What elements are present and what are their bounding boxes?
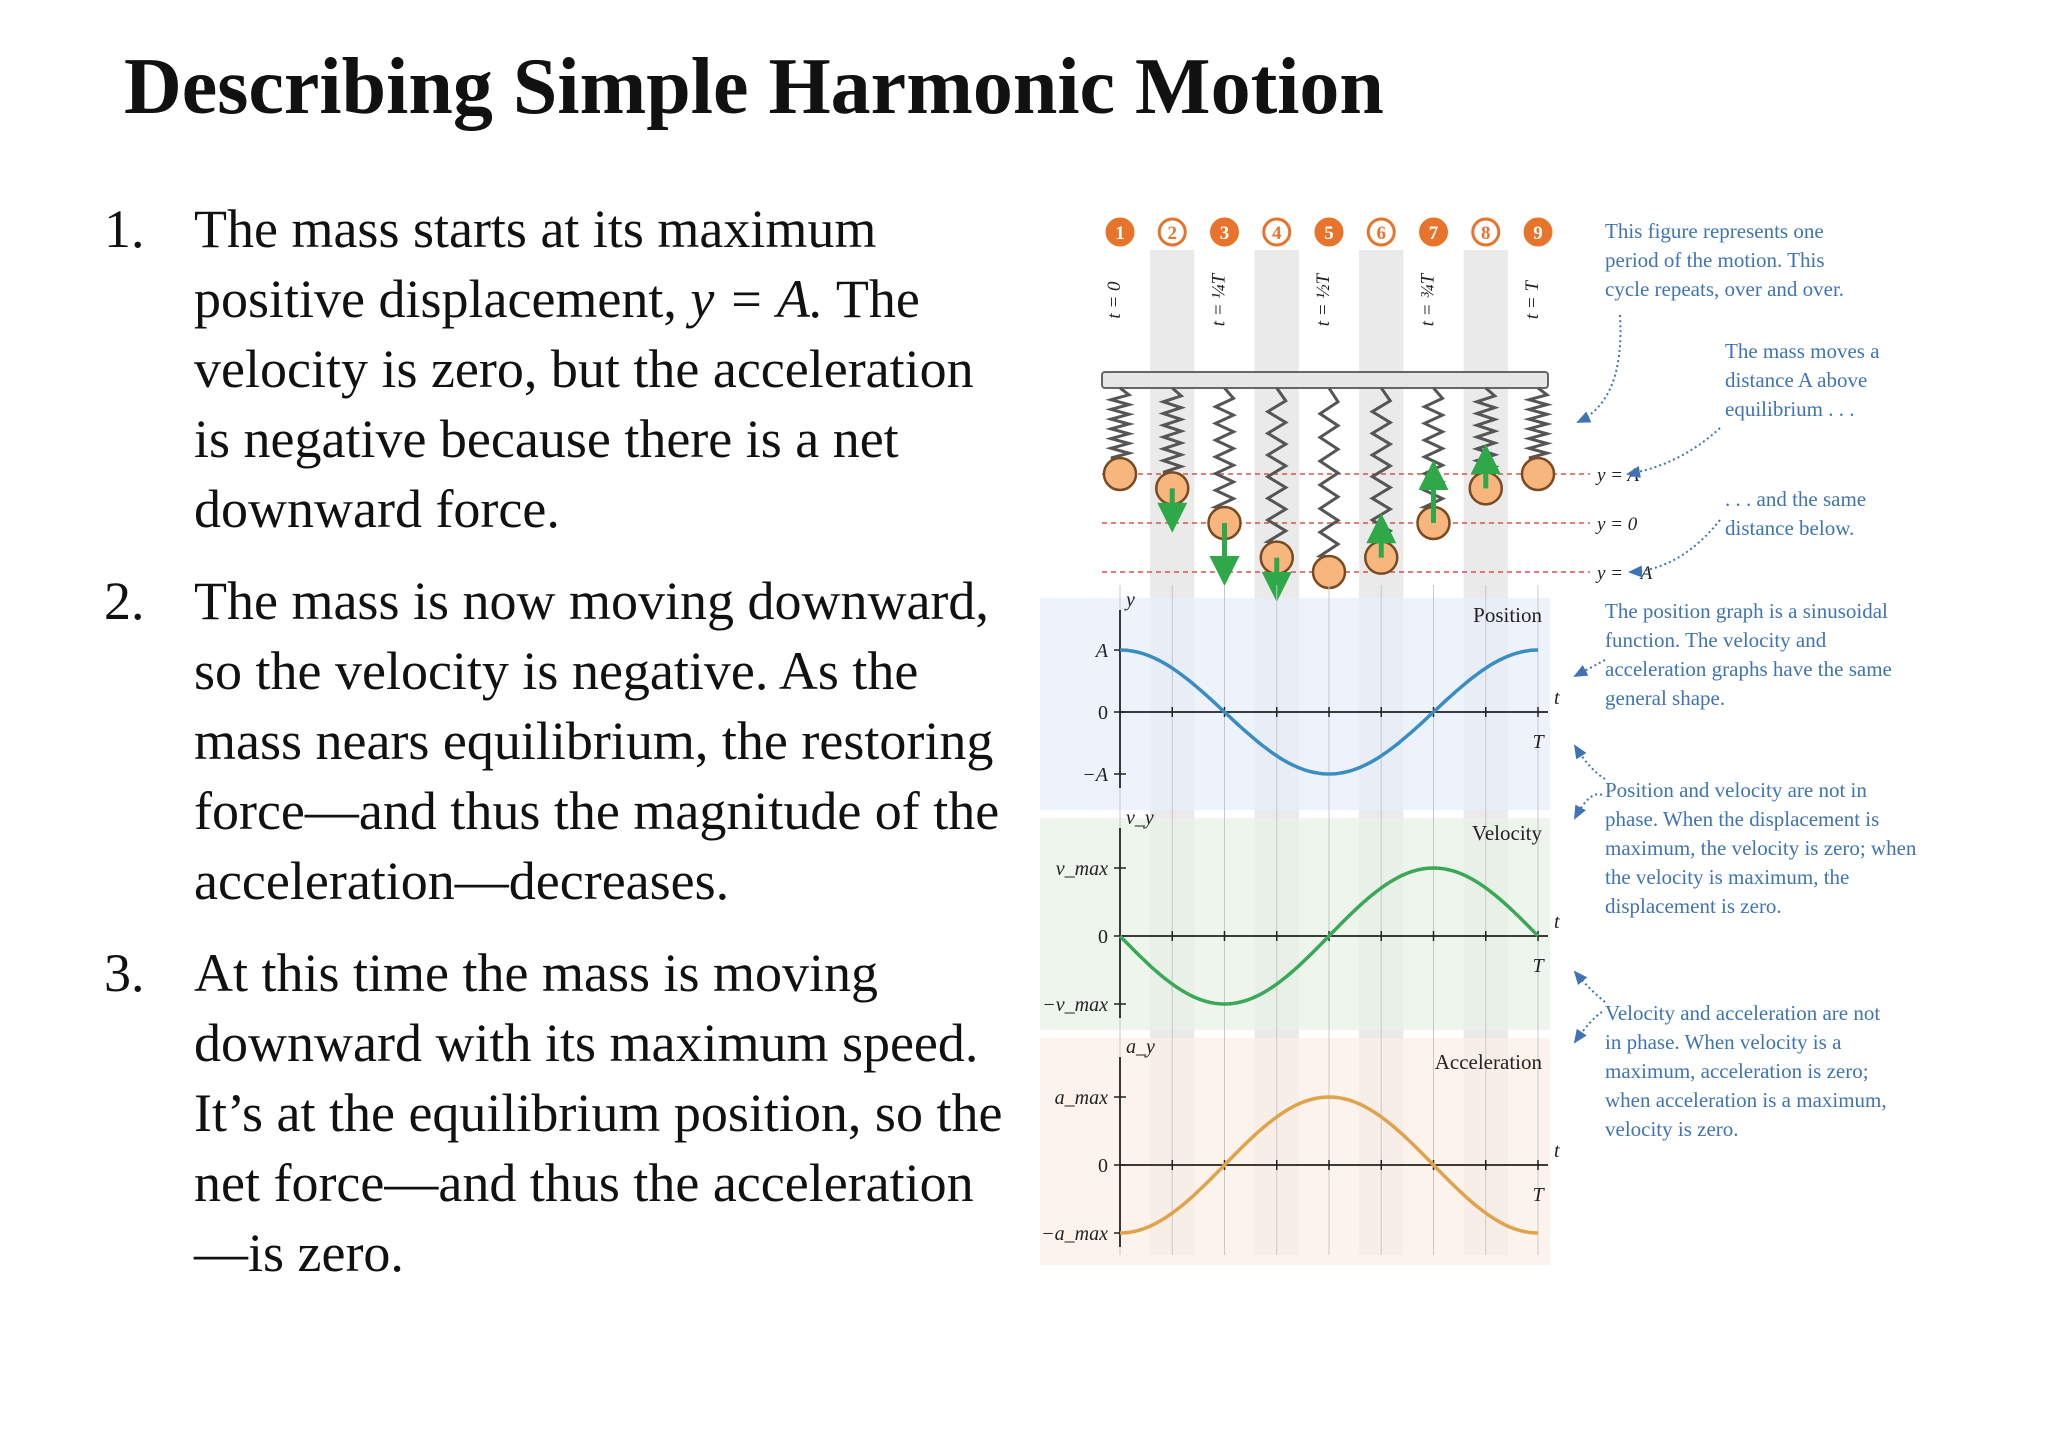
step-marker bbox=[1107, 219, 1133, 245]
item-number: 3. bbox=[104, 943, 145, 1003]
step-number: 2 bbox=[1167, 223, 1177, 244]
tick-label: −a_max bbox=[1041, 1223, 1108, 1245]
tick-label: v_max bbox=[1055, 858, 1108, 880]
annotation: Velocity and acceleration are not in phase. When velocity is a maximum, acceleration is zero; when acceleration is a maximum, velocity is zero. bbox=[1605, 1001, 1887, 1141]
list-item bbox=[104, 566, 1004, 916]
mass bbox=[1104, 458, 1136, 490]
step-marker bbox=[1473, 219, 1499, 245]
support-bar bbox=[1102, 372, 1548, 388]
tick-label: A bbox=[1095, 640, 1108, 662]
period-label: T bbox=[1532, 955, 1544, 977]
t-label: t bbox=[1554, 687, 1560, 709]
annotation: Position and velocity are not in phase. When the displacement is maximum, the velocity is zero; when the velocity is maximum, the displacement is zero. bbox=[1605, 778, 1917, 918]
time-label: t = ¾T bbox=[1417, 273, 1439, 327]
tick-label: a_max bbox=[1054, 1087, 1108, 1109]
graph-title: Position bbox=[1473, 603, 1542, 627]
shm-figure bbox=[1030, 190, 2030, 1340]
step-number: 7 bbox=[1428, 223, 1439, 244]
tick-label: −A bbox=[1082, 764, 1108, 786]
level-label: y = 0 bbox=[1597, 514, 1638, 535]
mass bbox=[1522, 458, 1554, 490]
axis-variable: y bbox=[1126, 589, 1135, 611]
pointer-arrow bbox=[1578, 315, 1620, 422]
step-marker bbox=[1159, 219, 1185, 245]
tick-label: 0 bbox=[1098, 1155, 1108, 1177]
spring bbox=[1216, 388, 1234, 508]
time-label: t = T bbox=[1522, 280, 1543, 320]
axis-variable: a_y bbox=[1126, 1036, 1155, 1058]
list-item bbox=[104, 938, 1004, 1288]
spring bbox=[1529, 388, 1547, 459]
annotation: This figure represents one period of the motion. This cycle repeats, over and over. bbox=[1605, 219, 1845, 301]
time-label: t = 0 bbox=[1104, 281, 1125, 319]
item-number: 2. bbox=[104, 571, 145, 631]
step-number: 1 bbox=[1115, 223, 1125, 244]
pointer-arrow bbox=[1575, 794, 1602, 818]
item-text: The mass is now moving downward, so the velocity is negative. As the mass nears equilibrium, the restoring force—and thus the magnitude of the acceleration—decreases. bbox=[194, 571, 1000, 911]
spring bbox=[1111, 388, 1129, 459]
step-marker bbox=[1525, 219, 1551, 245]
spring bbox=[1320, 388, 1338, 557]
pointer-arrow bbox=[1575, 1012, 1602, 1042]
level-label: y = −A bbox=[1597, 563, 1653, 584]
pointer-arrow bbox=[1575, 746, 1605, 779]
mass bbox=[1313, 556, 1345, 588]
item-text: The mass starts at its maximum positive displacement, y = A. The velocity is zero, but the acceleration is negative because there is a net downward force. bbox=[194, 199, 974, 539]
graph-panel bbox=[1040, 818, 1550, 1030]
tick-label: 0 bbox=[1098, 926, 1108, 948]
axis-variable: v_y bbox=[1126, 807, 1154, 829]
period-label: T bbox=[1532, 1184, 1544, 1206]
annotation: The position graph is a sinusoidal function. The velocity and acceleration graphs have the same general shape. bbox=[1605, 599, 1892, 710]
list-item bbox=[104, 194, 1004, 544]
period-label: T bbox=[1532, 731, 1544, 753]
step-marker bbox=[1316, 219, 1342, 245]
annotation: The mass moves a distance A above equilibrium . . . bbox=[1725, 339, 1880, 421]
time-label: t = ¼T bbox=[1208, 273, 1230, 327]
step-number: 5 bbox=[1324, 223, 1334, 244]
step-number: 8 bbox=[1481, 223, 1491, 244]
step-number: 6 bbox=[1376, 223, 1386, 244]
t-label: t bbox=[1554, 1140, 1560, 1162]
slide-title: Describing Simple Harmonic Motion bbox=[124, 43, 1384, 131]
annotation: . . . and the same distance below. bbox=[1725, 487, 1867, 540]
step-marker bbox=[1264, 219, 1290, 245]
pointer-arrow bbox=[1628, 428, 1720, 474]
tick-label: −v_max bbox=[1042, 994, 1108, 1016]
graph-title: Velocity bbox=[1472, 821, 1542, 845]
time-label: t = ½T bbox=[1313, 273, 1334, 327]
level-label: y = A bbox=[1597, 465, 1640, 486]
step-marker bbox=[1368, 219, 1394, 245]
pointer-arrow bbox=[1575, 660, 1605, 676]
step-marker bbox=[1421, 219, 1447, 245]
description-list bbox=[104, 194, 1004, 1310]
pointer-arrow bbox=[1575, 972, 1605, 1002]
graph-panel bbox=[1040, 598, 1550, 810]
t-label: t bbox=[1554, 911, 1560, 933]
item-text: At this time the mass is moving downward with its maximum speed. It’s at the equilibrium position, so the net force—and thus the acceleration—is zero. bbox=[194, 943, 1003, 1283]
step-number: 4 bbox=[1272, 223, 1282, 244]
item-number: 1. bbox=[104, 199, 145, 259]
step-marker bbox=[1212, 219, 1238, 245]
tick-label: 0 bbox=[1098, 702, 1108, 724]
step-number: 9 bbox=[1533, 223, 1543, 244]
step-number: 3 bbox=[1219, 223, 1230, 244]
graph-title: Acceleration bbox=[1434, 1050, 1542, 1074]
